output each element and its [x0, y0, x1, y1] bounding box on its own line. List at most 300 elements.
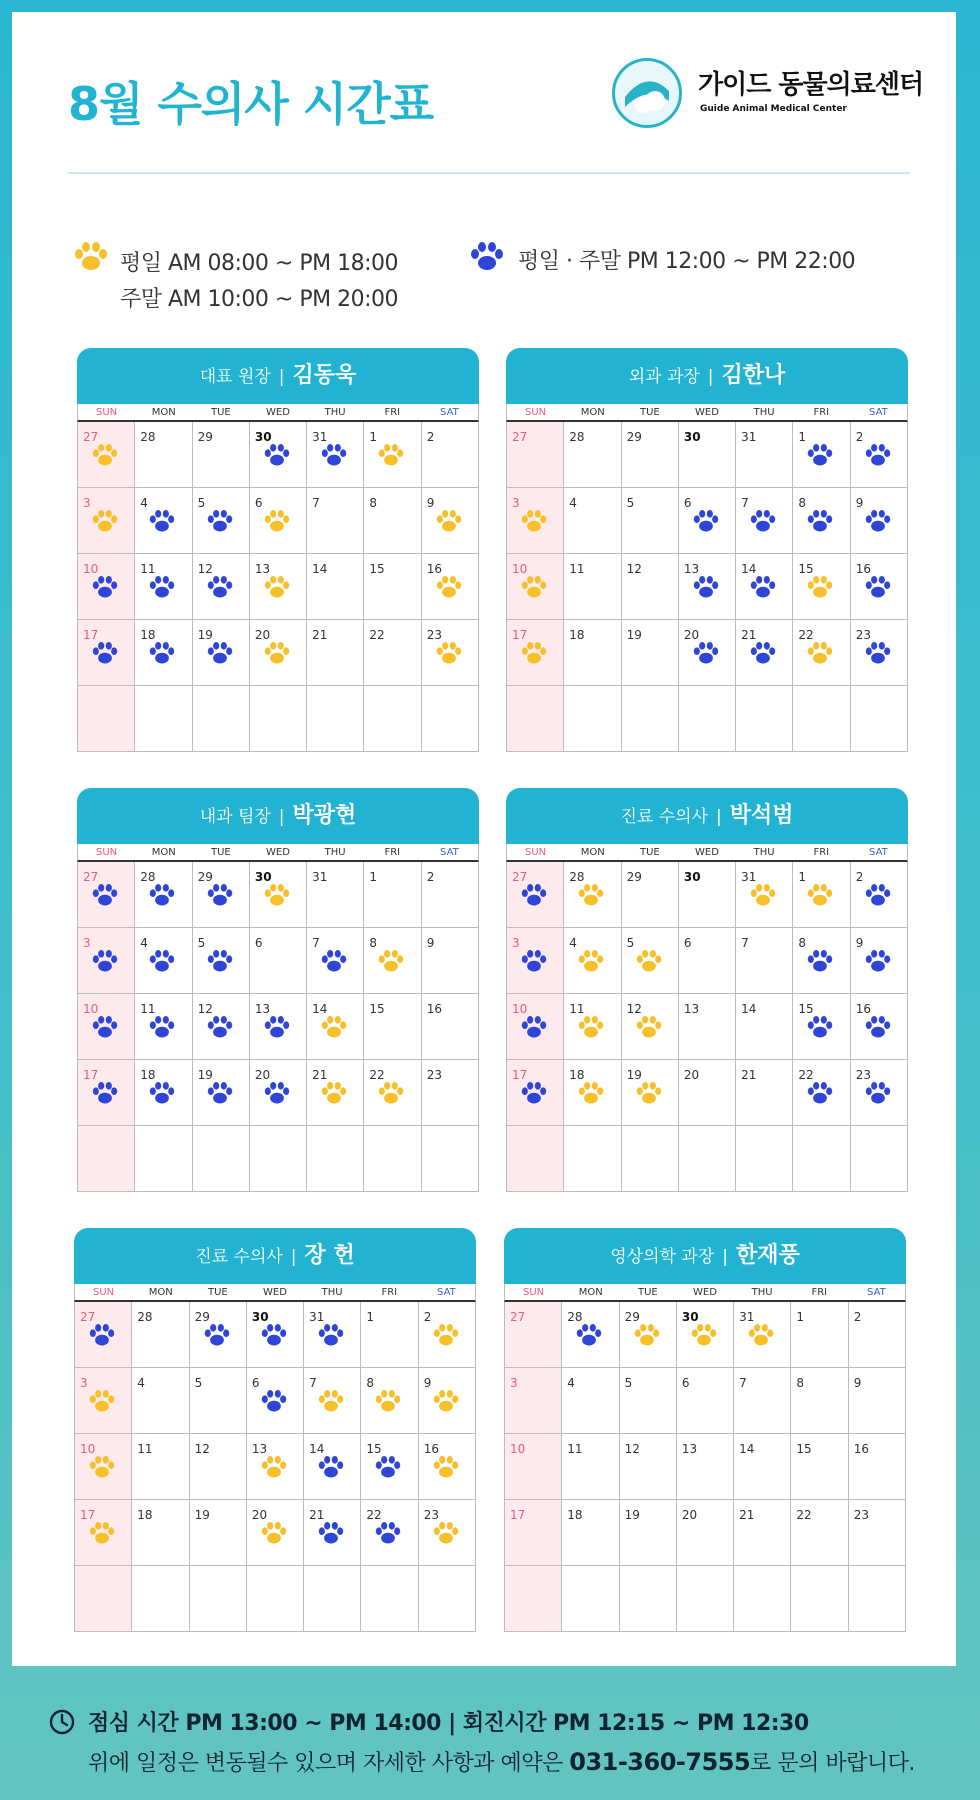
calendar-day[interactable] [791, 1500, 848, 1566]
calendar-day[interactable] [364, 862, 421, 928]
calendar-day[interactable] [247, 1368, 304, 1434]
calendar-day[interactable] [419, 1302, 476, 1368]
calendar-day[interactable] [679, 554, 736, 620]
calendar-day[interactable] [307, 422, 364, 488]
calendar-day[interactable] [677, 1434, 734, 1500]
calendar-day[interactable] [304, 1368, 361, 1434]
phone-number[interactable]: 031-360-7555 [569, 1748, 751, 1776]
calendar-day[interactable] [505, 1500, 562, 1566]
calendar-day[interactable] [78, 862, 135, 928]
calendar-day[interactable] [250, 620, 307, 686]
calendar-day[interactable] [851, 422, 908, 488]
calendar-day[interactable] [247, 1500, 304, 1566]
calendar-day[interactable] [135, 554, 192, 620]
calendar-day[interactable] [851, 1060, 908, 1126]
calendar-day[interactable] [679, 422, 736, 488]
calendar-day[interactable] [736, 928, 793, 994]
calendar-day[interactable] [677, 1302, 734, 1368]
weekday-label: TUE [639, 407, 660, 418]
calendar-day[interactable] [78, 1126, 135, 1192]
calendar-day[interactable] [734, 1566, 791, 1632]
calendar-day[interactable] [307, 488, 364, 554]
calendar-day[interactable] [75, 1500, 132, 1566]
calendar-day[interactable] [422, 620, 479, 686]
calendar-day[interactable] [193, 554, 250, 620]
vet-panel-2 [77, 788, 479, 1192]
calendar-day[interactable] [250, 994, 307, 1060]
calendar-day[interactable] [364, 686, 421, 752]
calendar-day[interactable] [622, 554, 679, 620]
day-number: 23 [426, 1068, 442, 1082]
calendar-day[interactable] [247, 1434, 304, 1500]
calendar-day[interactable] [193, 928, 250, 994]
vet-header [506, 348, 908, 404]
paw-yellow-icon [748, 1324, 774, 1351]
calendar-day[interactable] [507, 686, 564, 752]
paw-yellow-icon [261, 1522, 287, 1549]
calendar-day[interactable] [793, 554, 850, 620]
calendar-day[interactable] [250, 1060, 307, 1126]
calendar-day[interactable] [793, 1060, 850, 1126]
calendar-day[interactable] [193, 488, 250, 554]
calendar-day[interactable] [190, 1368, 247, 1434]
calendar-day[interactable] [562, 1566, 619, 1632]
calendar-day[interactable] [307, 554, 364, 620]
calendar-day[interactable] [736, 554, 793, 620]
vet-panel-4 [74, 1228, 476, 1632]
calendar-day[interactable] [190, 1434, 247, 1500]
day-number: 27 [83, 430, 99, 444]
calendar-day[interactable] [505, 1566, 562, 1632]
calendar-day[interactable] [736, 620, 793, 686]
calendar-day[interactable] [193, 686, 250, 752]
calendar-day[interactable] [250, 554, 307, 620]
paw-blue-icon [261, 1324, 287, 1351]
calendar-day[interactable] [135, 862, 192, 928]
day-number: 11 [137, 1442, 153, 1456]
calendar-day[interactable] [679, 1060, 736, 1126]
calendar-day[interactable] [75, 1368, 132, 1434]
paw-blue-icon [865, 576, 891, 603]
day-number: 18 [567, 1508, 583, 1522]
day-number: 19 [194, 1508, 210, 1522]
calendar-day[interactable] [135, 686, 192, 752]
calendar-day[interactable] [734, 1302, 791, 1368]
calendar-day[interactable] [78, 422, 135, 488]
day-number: 19 [626, 1068, 642, 1082]
day-number: 4 [569, 936, 577, 950]
day-number: 29 [626, 430, 642, 444]
calendar-day[interactable] [419, 1566, 476, 1632]
calendar-day[interactable] [307, 1060, 364, 1126]
calendar-day[interactable] [793, 1126, 850, 1192]
weekday-label: TUE [210, 407, 231, 418]
day-number: 2 [855, 870, 864, 884]
calendar-day[interactable] [135, 620, 192, 686]
paw-yellow-icon [807, 642, 833, 669]
vet-name: 장 헌 [304, 1243, 355, 1268]
calendar-day[interactable] [679, 620, 736, 686]
calendar-day[interactable] [562, 1302, 619, 1368]
calendar-day[interactable] [190, 1566, 247, 1632]
calendar-day[interactable] [507, 488, 564, 554]
calendar-day[interactable] [564, 1060, 621, 1126]
paw-blue-icon [207, 884, 233, 911]
calendar-day[interactable] [422, 422, 479, 488]
calendar-day[interactable] [364, 620, 421, 686]
calendar-day[interactable] [361, 1368, 418, 1434]
clinic-logo[interactable] [612, 54, 924, 134]
calendar-day[interactable] [364, 488, 421, 554]
calendar-day[interactable] [851, 554, 908, 620]
weekday-label: THU [753, 847, 775, 858]
day-number: 13 [681, 1442, 698, 1456]
calendar-day[interactable] [849, 1302, 906, 1368]
weekday-label: SUN [95, 407, 118, 418]
day-number: 17 [512, 628, 528, 642]
calendar-day[interactable] [793, 488, 850, 554]
calendar-day[interactable] [78, 928, 135, 994]
calendar-day[interactable] [304, 1434, 361, 1500]
calendar-day[interactable] [78, 488, 135, 554]
vet-header [77, 348, 479, 404]
calendar-day[interactable] [564, 686, 621, 752]
calendar-day[interactable] [422, 1126, 479, 1192]
calendar-day[interactable] [562, 1434, 619, 1500]
paw-blue-icon [92, 1082, 118, 1109]
calendar-day[interactable] [250, 422, 307, 488]
paw-blue-icon [149, 1016, 175, 1043]
calendar-day[interactable] [679, 488, 736, 554]
day-number: 15 [369, 1002, 385, 1016]
calendar-day[interactable] [75, 1434, 132, 1500]
calendar-day[interactable] [422, 488, 479, 554]
calendar-day[interactable] [734, 1500, 791, 1566]
calendar-day[interactable] [679, 1126, 736, 1192]
calendar-day[interactable] [507, 554, 564, 620]
calendar-day[interactable] [620, 1434, 677, 1500]
calendar-day[interactable] [247, 1302, 304, 1368]
calendar-day[interactable] [791, 1566, 848, 1632]
calendar-day[interactable] [622, 1060, 679, 1126]
calendar-day[interactable] [791, 1302, 848, 1368]
day-number: 20 [254, 628, 271, 642]
calendar-day[interactable] [193, 1060, 250, 1126]
day-number: 16 [423, 1442, 439, 1456]
calendar-day[interactable] [193, 620, 250, 686]
calendar-day[interactable] [736, 488, 793, 554]
calendar-day[interactable] [736, 994, 793, 1060]
calendar-day[interactable] [622, 1126, 679, 1192]
day-number: 27 [83, 870, 99, 884]
calendar-day[interactable] [505, 1368, 562, 1434]
day-number: 20 [681, 1508, 698, 1522]
calendar-day[interactable] [364, 1126, 421, 1192]
calendar-day[interactable] [419, 1500, 476, 1566]
calendar-day[interactable] [250, 928, 307, 994]
calendar-day[interactable] [507, 620, 564, 686]
day-number: 8 [798, 936, 807, 950]
weekday-label: MON [578, 1287, 603, 1298]
day-number: 28 [137, 1310, 153, 1324]
paw-blue-icon [576, 1324, 602, 1351]
calendar-day[interactable] [307, 928, 364, 994]
calendar-day[interactable] [620, 1566, 677, 1632]
calendar-grid [74, 1302, 476, 1632]
calendar-day[interactable] [78, 686, 135, 752]
calendar-day[interactable] [307, 994, 364, 1060]
calendar-day[interactable] [793, 862, 850, 928]
paw-yellow-icon [521, 576, 547, 603]
paw-blue-icon [92, 884, 118, 911]
calendar-day[interactable] [507, 994, 564, 1060]
calendar-day[interactable] [364, 554, 421, 620]
paw-yellow-icon [578, 884, 604, 911]
calendar-day[interactable] [622, 686, 679, 752]
calendar-day[interactable] [132, 1368, 189, 1434]
day-number: 12 [197, 1002, 213, 1016]
weekday-label: THU [324, 407, 346, 418]
calendar-day[interactable] [622, 620, 679, 686]
calendar-day[interactable] [507, 1060, 564, 1126]
day-number: 17 [83, 1068, 99, 1082]
calendar-day[interactable] [78, 620, 135, 686]
calendar-day[interactable] [793, 994, 850, 1060]
paw-yellow-icon [378, 950, 404, 977]
calendar-day[interactable] [736, 686, 793, 752]
calendar-day[interactable] [419, 1368, 476, 1434]
calendar-day[interactable] [793, 928, 850, 994]
calendar-day[interactable] [135, 994, 192, 1060]
calendar-day[interactable] [622, 488, 679, 554]
day-number: 22 [369, 1068, 385, 1082]
calendar-day[interactable] [78, 554, 135, 620]
weekday-label: TUE [639, 847, 660, 858]
calendar-day[interactable] [364, 994, 421, 1060]
calendar-day[interactable] [564, 488, 621, 554]
calendar-day[interactable] [307, 1126, 364, 1192]
calendar-day[interactable] [135, 928, 192, 994]
calendar-day[interactable] [564, 928, 621, 994]
calendar-day[interactable] [851, 994, 908, 1060]
calendar-day[interactable] [736, 1126, 793, 1192]
calendar-day[interactable] [679, 928, 736, 994]
calendar-day[interactable] [247, 1566, 304, 1632]
calendar-day[interactable] [75, 1566, 132, 1632]
weekday-label: TUE [210, 847, 231, 858]
calendar-day[interactable] [851, 928, 908, 994]
day-number: 7 [312, 496, 320, 510]
calendar-day[interactable] [507, 928, 564, 994]
weekday-label: TUE [637, 1287, 658, 1298]
calendar-day[interactable] [132, 1566, 189, 1632]
calendar-day[interactable] [849, 1500, 906, 1566]
day-number: 13 [683, 1002, 700, 1016]
calendar-day[interactable] [361, 1302, 418, 1368]
weekday-header [506, 844, 908, 862]
calendar-day[interactable] [132, 1302, 189, 1368]
paw-blue-icon [207, 576, 233, 603]
day-number: 5 [197, 936, 206, 950]
calendar-day[interactable] [304, 1566, 361, 1632]
vet-name: 박석범 [729, 803, 794, 828]
calendar-day[interactable] [193, 862, 250, 928]
day-number: 14 [309, 1442, 325, 1456]
day-number: 31 [312, 870, 328, 884]
calendar-day[interactable] [307, 620, 364, 686]
paw-blue-icon [865, 444, 891, 471]
calendar-day[interactable] [736, 422, 793, 488]
calendar-day[interactable] [364, 422, 421, 488]
day-number: 4 [140, 496, 148, 510]
calendar-day[interactable] [734, 1368, 791, 1434]
day-number: 30 [683, 870, 701, 884]
calendar-day[interactable] [422, 928, 479, 994]
day-number: 13 [254, 562, 271, 576]
calendar-day[interactable] [307, 686, 364, 752]
weekday-label: SUN [95, 847, 118, 858]
day-number: 29 [197, 870, 213, 884]
weekday-label: MON [151, 847, 176, 858]
calendar-day[interactable] [793, 422, 850, 488]
calendar-day[interactable] [736, 1060, 793, 1126]
calendar-day[interactable] [677, 1566, 734, 1632]
calendar-day[interactable] [422, 686, 479, 752]
calendar-day[interactable] [622, 994, 679, 1060]
calendar-day[interactable] [851, 620, 908, 686]
day-number: 1 [369, 430, 378, 444]
calendar-day[interactable] [851, 1126, 908, 1192]
calendar-day[interactable] [564, 422, 621, 488]
calendar-day[interactable] [419, 1434, 476, 1500]
calendar-day[interactable] [679, 686, 736, 752]
calendar-day[interactable] [849, 1434, 906, 1500]
calendar-day[interactable] [793, 620, 850, 686]
calendar-day[interactable] [507, 422, 564, 488]
calendar-day[interactable] [422, 994, 479, 1060]
weekday-header [504, 1284, 906, 1302]
day-number: 4 [567, 1376, 575, 1390]
day-number: 1 [369, 870, 378, 884]
day-number: 23 [855, 1068, 871, 1082]
calendar-day[interactable] [793, 686, 850, 752]
calendar-day[interactable] [361, 1500, 418, 1566]
calendar-day[interactable] [78, 1060, 135, 1126]
calendar-day[interactable] [190, 1302, 247, 1368]
weekday-label: SAT [440, 847, 459, 858]
calendar-day[interactable] [364, 928, 421, 994]
calendar-day[interactable] [250, 1126, 307, 1192]
calendar-day[interactable] [505, 1434, 562, 1500]
calendar-day[interactable] [505, 1302, 562, 1368]
calendar-day[interactable] [564, 1126, 621, 1192]
calendar-day[interactable] [791, 1434, 848, 1500]
paw-yellow-icon [264, 642, 290, 669]
calendar-day[interactable] [132, 1434, 189, 1500]
calendar-day[interactable] [620, 1368, 677, 1434]
day-number: 30 [251, 1310, 269, 1324]
calendar-day[interactable] [791, 1368, 848, 1434]
calendar-day[interactable] [135, 1060, 192, 1126]
day-number: 11 [569, 562, 585, 576]
calendar-day[interactable] [132, 1500, 189, 1566]
day-number: 16 [855, 1002, 871, 1016]
calendar-day[interactable] [562, 1500, 619, 1566]
weekday-label: FRI [381, 1287, 398, 1298]
calendar-day[interactable] [622, 422, 679, 488]
calendar-day[interactable] [849, 1368, 906, 1434]
day-number: 12 [194, 1442, 210, 1456]
calendar-day[interactable] [250, 488, 307, 554]
calendar-day[interactable] [364, 1060, 421, 1126]
calendar-day[interactable] [507, 862, 564, 928]
calendar-day[interactable] [849, 1566, 906, 1632]
calendar-day[interactable] [75, 1302, 132, 1368]
weekday-label: SAT [867, 1287, 886, 1298]
calendar-day[interactable] [620, 1302, 677, 1368]
day-number: 23 [423, 1508, 439, 1522]
calendar-day[interactable] [422, 862, 479, 928]
calendar-day[interactable] [622, 862, 679, 928]
calendar-day[interactable] [564, 620, 621, 686]
calendar-day[interactable] [190, 1500, 247, 1566]
calendar-day[interactable] [851, 862, 908, 928]
calendar-day[interactable] [361, 1566, 418, 1632]
calendar-day[interactable] [135, 1126, 192, 1192]
vet-role: 진료 수의사 [620, 807, 708, 827]
calendar-day[interactable] [564, 554, 621, 620]
calendar-day[interactable] [564, 994, 621, 1060]
weekday-label: MON [148, 1287, 173, 1298]
calendar-day[interactable] [307, 862, 364, 928]
paw-blue-icon [807, 1082, 833, 1109]
paw-blue-icon [521, 1082, 547, 1109]
calendar-day[interactable] [250, 862, 307, 928]
calendar-day[interactable] [562, 1368, 619, 1434]
calendar-day[interactable] [78, 994, 135, 1060]
calendar-day[interactable] [507, 1126, 564, 1192]
day-number: 13 [254, 1002, 271, 1016]
day-number: 19 [626, 628, 642, 642]
calendar-day[interactable] [422, 554, 479, 620]
calendar-day[interactable] [564, 862, 621, 928]
calendar-day[interactable] [193, 422, 250, 488]
calendar-day[interactable] [851, 686, 908, 752]
paw-blue-icon [207, 1082, 233, 1109]
weekday-label: SUN [92, 1287, 115, 1298]
calendar-day[interactable] [135, 488, 192, 554]
calendar-day[interactable] [679, 994, 736, 1060]
calendar-day[interactable] [677, 1500, 734, 1566]
calendar-day[interactable] [851, 488, 908, 554]
calendar-day[interactable] [734, 1434, 791, 1500]
calendar-day[interactable] [679, 862, 736, 928]
calendar-day[interactable] [304, 1500, 361, 1566]
calendar-day[interactable] [193, 994, 250, 1060]
calendar-day[interactable] [304, 1302, 361, 1368]
calendar-day[interactable] [622, 928, 679, 994]
calendar-day[interactable] [620, 1500, 677, 1566]
calendar-day[interactable] [677, 1368, 734, 1434]
calendar-day[interactable] [193, 1126, 250, 1192]
calendar-day[interactable] [422, 1060, 479, 1126]
calendar-day[interactable] [736, 862, 793, 928]
calendar-day[interactable] [135, 422, 192, 488]
calendar-day[interactable] [250, 686, 307, 752]
day-number: 3 [83, 496, 91, 510]
calendar-day[interactable] [361, 1434, 418, 1500]
paw-blue-icon [149, 510, 175, 537]
